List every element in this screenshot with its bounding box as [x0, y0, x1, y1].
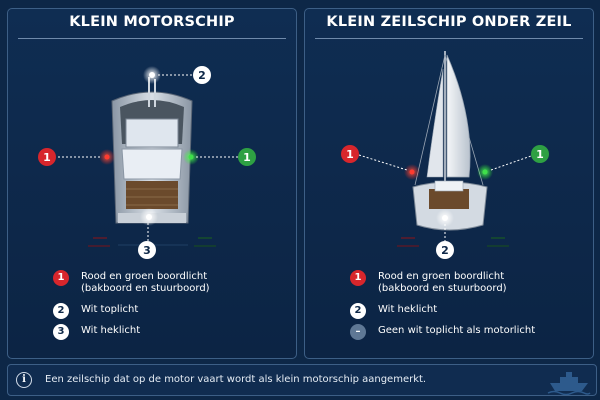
stern-light	[140, 208, 158, 226]
legend-subtext: (bakboord en stuurboord)	[81, 283, 210, 294]
motorboat	[112, 77, 192, 223]
info-icon: i	[16, 372, 32, 388]
legend-text: Rood en groen boordlicht	[378, 271, 505, 282]
svg-text:3: 3	[143, 244, 151, 257]
legend-text: Rood en groen boordlicht	[81, 271, 208, 282]
ship-logo-icon	[546, 365, 592, 395]
legend-item-heklicht	[53, 325, 286, 337]
callout-stuurboord	[238, 148, 256, 166]
port-light	[404, 164, 420, 180]
svg-text:1: 1	[43, 151, 51, 164]
svg-text:1: 1	[243, 151, 251, 164]
callout-heklicht	[436, 241, 454, 259]
legend-item-toplicht	[53, 304, 286, 316]
motorboat-illustration	[8, 9, 296, 269]
legend-text: Wit heklicht	[81, 325, 141, 336]
legend-badge: 2	[53, 303, 69, 319]
info-text: Een zeilschip dat op de motor vaart wordt als klein motorschip aangemerkt.	[45, 374, 427, 385]
svg-text:1: 1	[536, 148, 544, 161]
svg-text:2: 2	[441, 244, 449, 257]
callout-heklicht	[138, 241, 156, 259]
legend-badge: 2	[350, 303, 366, 319]
legend-text: Wit toplicht	[81, 304, 139, 315]
sailboat	[413, 51, 487, 230]
callout-toplicht	[193, 66, 211, 84]
legend-subtext: (bakboord en stuurboord)	[378, 283, 507, 294]
svg-text:2: 2	[198, 69, 206, 82]
callout-stuurboord	[531, 145, 549, 163]
legend-item-boordlicht	[350, 271, 583, 295]
legend	[53, 271, 286, 346]
legend-text: Geen wit toplicht als motorlicht	[378, 325, 536, 336]
callout-bakboord	[38, 148, 56, 166]
legend-badge: 3	[53, 324, 69, 340]
port-light	[99, 149, 115, 165]
legend-badge: 1	[350, 270, 366, 286]
legend	[350, 271, 583, 346]
legend-item-geen-toplicht	[350, 325, 583, 337]
sailboat-illustration	[305, 9, 593, 269]
legend-text: Wit heklicht	[378, 304, 438, 315]
starboard-light	[477, 164, 493, 180]
legend-item-heklicht	[350, 304, 583, 316]
info-bar	[7, 364, 597, 396]
legend-item-boordlicht	[53, 271, 286, 295]
svg-text:1: 1	[346, 148, 354, 161]
panel-title: KLEIN ZEILSCHIP ONDER ZEIL	[326, 14, 572, 30]
panel-title: KLEIN MOTORSCHIP	[69, 14, 235, 30]
legend-badge: 1	[53, 270, 69, 286]
legend-badge: –	[350, 324, 366, 340]
callout-bakboord	[341, 145, 359, 163]
panel-klein-motorschip	[7, 8, 297, 359]
water-reflections	[397, 237, 509, 247]
panel-klein-zeilschip	[304, 8, 594, 359]
